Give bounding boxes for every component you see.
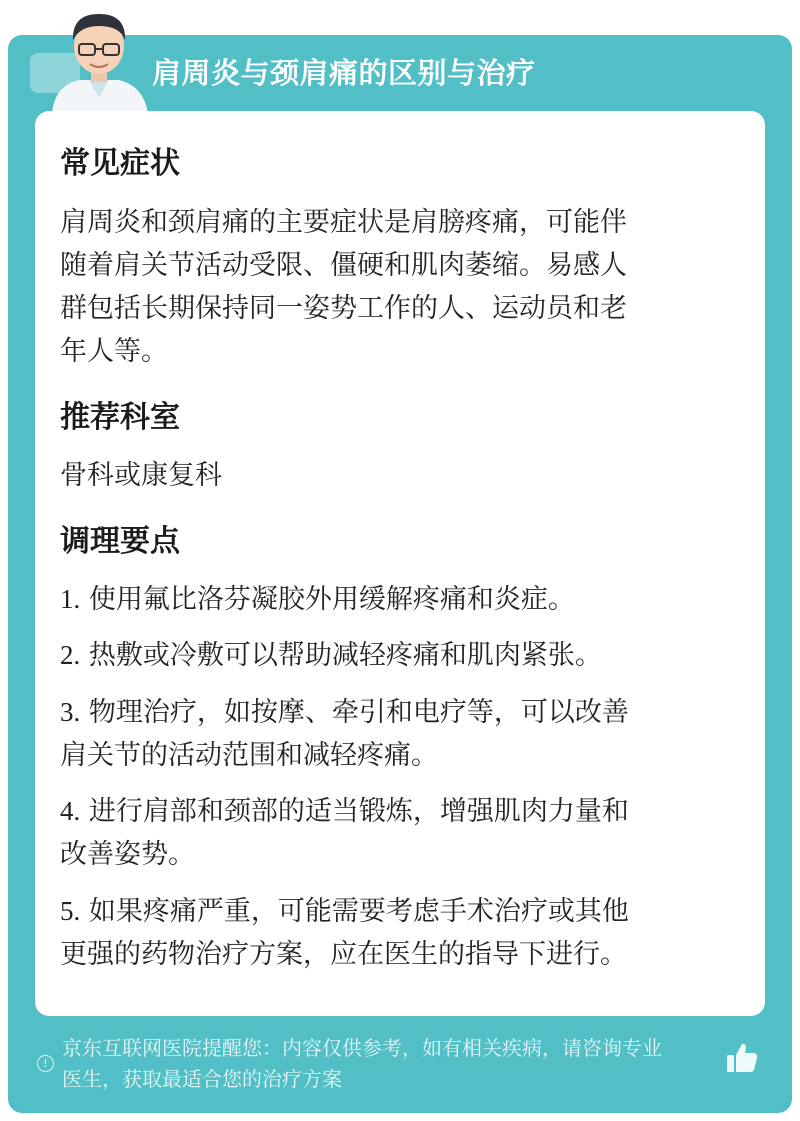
care-item bbox=[60, 890, 740, 976]
symptoms-heading: 常见症状 bbox=[60, 146, 180, 181]
content-card bbox=[35, 111, 765, 1016]
item-number: 5. bbox=[60, 896, 81, 926]
item-number: 3. bbox=[60, 697, 81, 727]
item-text: 如果疼痛严重，可能需要考虑手术治疗或其他 bbox=[88, 896, 629, 927]
care-item bbox=[60, 578, 740, 621]
text-line: 年人等。 bbox=[60, 336, 168, 367]
thumbs-up-icon[interactable] bbox=[724, 1040, 760, 1076]
item-text: 进行肩部和颈部的适当锻炼，增强肌肉力量和 bbox=[88, 796, 629, 827]
item-text: 改善姿势。 bbox=[60, 839, 195, 870]
doctor-avatar bbox=[44, 6, 154, 114]
text-line: 随着肩关节活动受限、僵硬和肌肉萎缩。易感人 bbox=[60, 250, 627, 281]
item-text: 热敷或冷敷可以帮助减轻疼痛和肌肉紧张。 bbox=[88, 640, 602, 671]
item-text: 使用氟比洛芬凝胶外用缓解疼痛和炎症。 bbox=[88, 584, 575, 615]
disclaimer-text bbox=[62, 1033, 727, 1095]
care-item bbox=[60, 691, 740, 777]
text-line: 肩周炎和颈肩痛的主要症状是肩膀疼痛，可能伴 bbox=[60, 207, 627, 238]
item-number: 4. bbox=[60, 796, 81, 826]
care-item bbox=[60, 790, 740, 876]
symptoms-text bbox=[60, 201, 740, 373]
department-heading: 推荐科室 bbox=[60, 400, 180, 435]
care-heading: 调理要点 bbox=[60, 524, 180, 559]
disclaimer-line: 医生，获取最适合您的治疗方案 bbox=[62, 1067, 342, 1091]
page-title: 肩周炎与颈肩痛的区别与治疗 bbox=[152, 56, 536, 90]
disclaimer-line: 京东互联网医院提醒您：内容仅供参考，如有相关疾病，请咨询专业 bbox=[62, 1036, 662, 1060]
item-text: 更强的药物治疗方案，应在医生的指导下进行。 bbox=[60, 939, 627, 970]
item-text: 物理治疗，如按摩、牵引和电疗等，可以改善 bbox=[88, 697, 629, 728]
department-text: 骨科或康复科 bbox=[60, 460, 222, 491]
care-item bbox=[60, 634, 740, 677]
item-number: 1. bbox=[60, 584, 81, 614]
text-line: 群包括长期保持同一姿势工作的人、运动员和老 bbox=[60, 293, 627, 324]
info-icon: ! bbox=[37, 1055, 54, 1072]
item-text: 肩关节的活动范围和减轻疼痛。 bbox=[60, 740, 438, 771]
item-number: 2. bbox=[60, 640, 81, 670]
